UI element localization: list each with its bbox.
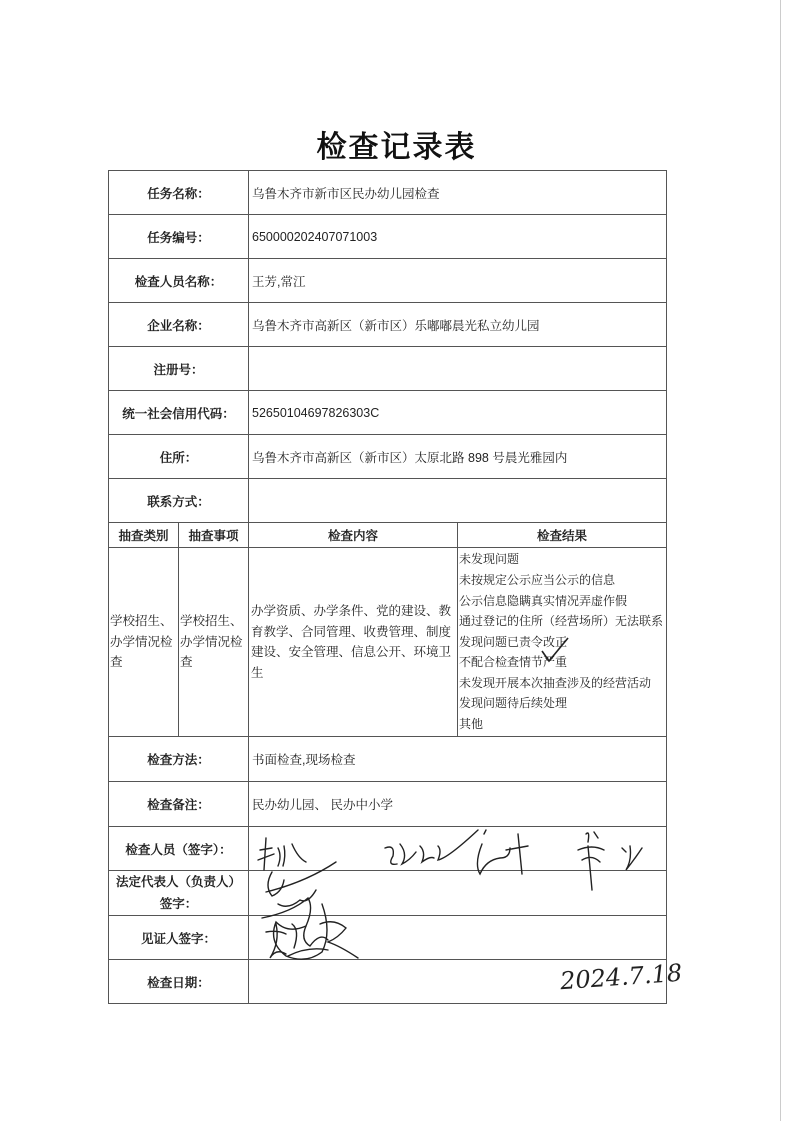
result-option: 未按规定公示应当公示的信息 — [459, 572, 616, 587]
task-no-label: 任务编号： — [109, 215, 249, 259]
credit-code-label: 统一社会信用代码： — [109, 391, 249, 435]
check-table-header — [109, 523, 667, 548]
remark-value: 民办幼儿园、 民办中小学 — [249, 782, 667, 827]
remark-label: 检查备注： — [109, 782, 249, 827]
header-item: 抽查事项 — [179, 523, 249, 548]
address-label: 住所： — [109, 435, 249, 479]
address-value: 乌鲁木齐市高新区（新市区）太原北路 898 号晨光雅园内 — [249, 435, 667, 479]
result-option: 未发现开展本次抽查涉及的经营活动 — [459, 675, 652, 690]
row-reg-no — [109, 347, 667, 391]
row-address — [109, 435, 667, 479]
row-task-no — [109, 215, 667, 259]
inspector-sign-area — [249, 827, 667, 871]
header-result: 检查结果 — [458, 523, 667, 548]
check-category: 学校招生、办学情况检查 — [109, 548, 179, 737]
result-option-checked: 发现问题已责令改正 — [459, 634, 568, 649]
result-option: 不配合检查情节严重 — [459, 655, 568, 670]
row-credit-code — [109, 391, 667, 435]
result-option: 通过登记的住所（经营场所）无法联系 — [459, 614, 664, 629]
result-option: 公示信息隐瞒真实情况弄虚作假 — [459, 593, 628, 608]
scan-edge-line — [780, 0, 781, 1121]
method-label: 检查方法： — [109, 737, 249, 782]
inspection-record-table — [108, 170, 667, 1004]
check-item: 学校招生、办学情况检查 — [179, 548, 249, 737]
page-title: 检查记录表 — [316, 131, 477, 164]
checkmark-icon — [540, 637, 570, 663]
legal-rep-sign-label: 法定代表人（负责人）签字： — [109, 871, 249, 916]
witness-sign-label: 见证人签字： — [109, 916, 249, 960]
witness-sign-area — [249, 916, 667, 960]
inspectors-value: 王芳,常江 — [249, 259, 667, 303]
task-name-value: 乌鲁木齐市新市区民办幼儿园检查 — [249, 171, 667, 215]
credit-code-value: 52650104697826303C — [249, 391, 667, 435]
check-table-row — [109, 548, 667, 737]
task-no-value: 650000202407071003 — [249, 215, 667, 259]
row-remark — [109, 782, 667, 827]
contact-value — [249, 479, 667, 523]
row-company — [109, 303, 667, 347]
check-content: 办学资质、办学条件、党的建设、教育教学、合同管理、收费管理、制度建设、安全管理、信息公开、环境卫生 — [249, 548, 458, 737]
reg-no-value — [249, 347, 667, 391]
contact-label: 联系方式： — [109, 479, 249, 523]
row-contact — [109, 479, 667, 523]
row-task-name — [109, 171, 667, 215]
handwritten-date: 2024.7.18 — [559, 958, 683, 996]
row-legal-rep-sign — [109, 871, 667, 916]
row-method — [109, 737, 667, 782]
inspector-sign-label: 检查人员（签字）： — [109, 827, 249, 871]
header-content: 检查内容 — [249, 523, 458, 548]
reg-no-label: 注册号： — [109, 347, 249, 391]
inspectors-label: 检查人员名称： — [109, 259, 249, 303]
result-option: 其他 — [459, 717, 484, 732]
row-inspector-sign — [109, 827, 667, 871]
task-name-label: 任务名称： — [109, 171, 249, 215]
company-label: 企业名称： — [109, 303, 249, 347]
company-value: 乌鲁木齐市高新区（新市区）乐嘟嘟晨光私立幼儿园 — [249, 303, 667, 347]
date-label: 检查日期： — [109, 960, 249, 1004]
legal-rep-sign-area — [249, 871, 667, 916]
header-category: 抽查类别 — [109, 523, 179, 548]
row-witness-sign — [109, 916, 667, 960]
result-option: 未发现问题 — [459, 552, 520, 567]
result-option: 发现问题待后续处理 — [459, 696, 568, 711]
method-value: 书面检查,现场检查 — [249, 737, 667, 782]
row-inspectors — [109, 259, 667, 303]
